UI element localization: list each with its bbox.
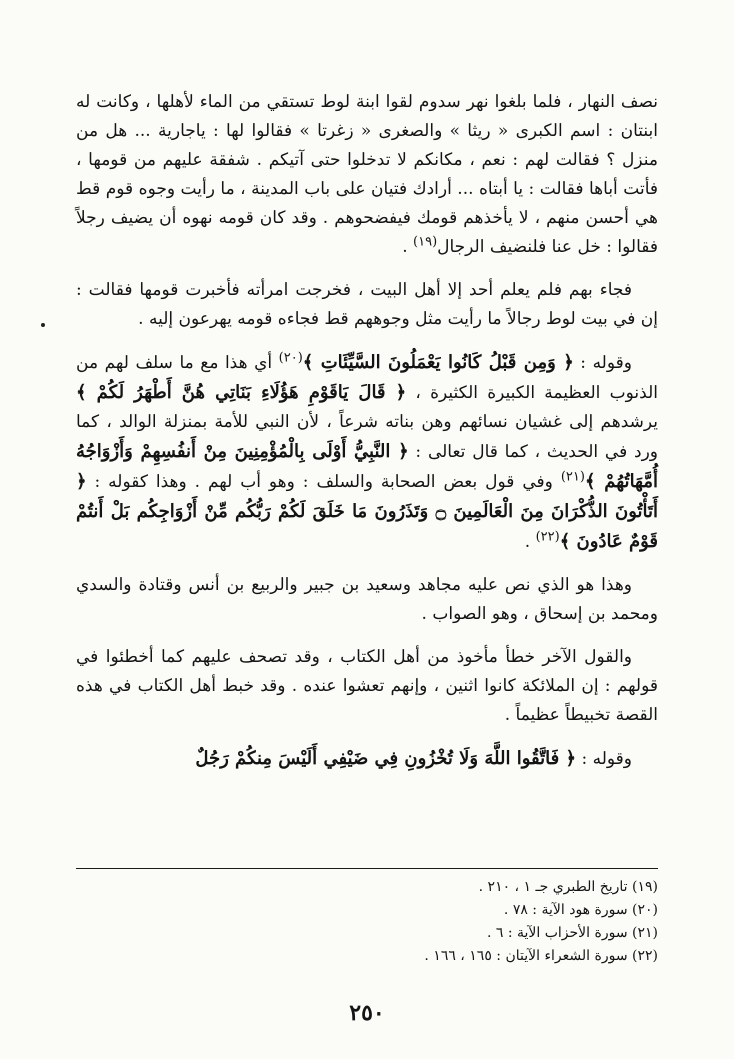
paragraph-3: وقوله : ﴿ وَمِن قَبْلُ كَانُوا يَعْمَلُونَ السَّيِّئَاتِ ﴾$^{(٢٠)}$ أي هذا مع ما سلف لهم من الذنوب العظيمة الكبيرة الكثيرة ، ﴿ قَالَ يَاقَوْمِ هَؤُلَاءِ بَنَاتِي هُنَّ أَطْهَرُ لَكُمْ ﴾ يرشدهم إلى غشيان نسائهم وهن بناته شرعاً ، لأن النبي للأمة بمنزلة الوالد ، كما ورد في الحديث ، كما قال تعالى : ﴿ النَّبِيُّ أَوْلَى بِالْمُؤْمِنِينَ مِنْ أَنفُسِهِمْ وَأَزْوَاجُهُ أُمَّهَاتُهُمْ ﴾$^{(٢١)}$ وفي قول بعض الصحابة والسلف : وهو أب لهم . وهذا كقوله : ﴿ أَتَأْتُونَ الذُّكْرَانَ مِنَ الْعَالَمِينَ ۝ وَتَذَرُونَ مَا خَلَقَ لَكُمْ رَبُّكُم مِّنْ أَزْوَاجِكُم بَلْ أَنتُمْ قَوْمٌ عَادُونَ ﴾$^{(٢٢)}$ .: [76, 350, 659, 552]
footnote-20: (٢٠) سورة هود الآية : ٧٨ .: [503, 902, 658, 918]
footnotes: [76, 876, 658, 968]
footnote-ref-22: (٢٢): [535, 529, 560, 545]
footnote-ref-19: (١٩): [413, 234, 438, 250]
quran-verse-5: ﴿ فَاتَّقُوا اللَّهَ وَلَا تُخْزُونِ فِي ضَيْفِي أَلَيْسَ مِنكُمْ رَجُلٌ: [195, 748, 577, 769]
main-text: [76, 88, 658, 788]
page-number: ٢٥٠: [349, 1000, 385, 1026]
footnote-22: (٢٢) سورة الشعراء الآيتان : ١٦٥ ، ١٦٦ .: [424, 948, 658, 964]
quran-verse-4: ﴿ أَتَأْتُونَ الذُّكْرَانَ مِنَ الْعَالَمِينَ ۝ وَتَذَرُونَ مَا خَلَقَ لَكُمْ رَبُّكُم مِّنْ أَزْوَاجِكُم بَلْ أَنتُمْ قَوْمٌ عَادُونَ ﴾: [76, 471, 659, 552]
footnote-ref-21: (٢١): [560, 469, 585, 485]
quran-verse-2: ﴿ قَالَ يَاقَوْمِ هَؤُلَاءِ بَنَاتِي هُنَّ أَطْهَرُ لَكُمْ ﴾: [76, 382, 407, 403]
paragraph-4: وهذا هو الذي نص عليه مجاهد وسعيد بن جبير والربيع بن أنس وقتادة والسدي ومحمد بن إسحاق ، وهو الصواب .: [76, 575, 658, 624]
paragraph-1: نصف النهار ، فلما بلغوا نهر سدوم لقوا ابنة لوط تستقي من الماء لأهلها ، وكانت له ابنتان : اسم الكبرى « ريثا » والصغرى « زغرتا » فقالوا لها : ياجارية ... هل من منزل ؟ فقالت لهم : نعم ، مكانكم لا تدخلوا حتى آتيكم . شفقة عليهم من قومها ، فأتت أباها فقالت : يا أبتاه ... أرادك فتيان على باب المدينة ، ما رأيت وجوه قوم قط هي أحسن منهم ، لا يأخذهم قومك فيفضحوهم . وقد كان قومه نهوه أن يضيف رجلاً فقالوا : خل عنا فلنضيف الرجال$^{(١٩)}$ .: [76, 92, 658, 257]
footnote-19: (١٩) تاريخ الطبري جـ ١ ، ٢١٠ .: [478, 879, 658, 895]
paragraph-5: والقول الآخر خطأ مأخوذ من أهل الكتاب ، وقد تصحف عليهم كما أخطئوا في قولهم : إن الملائكة كانوا اثنين ، وإنهم تعشوا عنده . وقد خبط أهل الكتاب في هذه القصة تخبيطاً عظيماً .: [76, 647, 658, 725]
footnote-separator: [76, 868, 658, 869]
quran-verse-1: ﴿ وَمِن قَبْلُ كَانُوا يَعْمَلُونَ السَّيِّئَاتِ ﴾: [302, 352, 574, 373]
footnote-21: (٢١) سورة الأحزاب الآية : ٦ .: [486, 925, 658, 941]
paragraph-2: فجاء بهم فلم يعلم أحد إلا أهل البيت ، فخرجت امرأته فأخبرت قومها فقالت : إن في بيت لوط رجالاً ما رأيت مثل وجوههم قط فجاءه قومه يهرعون إليه .: [76, 280, 658, 329]
footnote-ref-20: (٢٠): [278, 350, 303, 366]
quran-verse-3: ﴿ النَّبِيُّ أَوْلَى بِالْمُؤْمِنِينَ مِنْ أَنفُسِهِمْ وَأَزْوَاجُهُ أُمَّهَاتُهُمْ ﴾: [76, 441, 658, 492]
margin-dot: [41, 323, 45, 327]
paragraph-6: وقوله : ﴿ فَاتَّقُوا اللَّهَ وَلَا تُخْزُونِ فِي ضَيْفِي أَلَيْسَ مِنكُمْ رَجُلٌ: [195, 748, 632, 769]
